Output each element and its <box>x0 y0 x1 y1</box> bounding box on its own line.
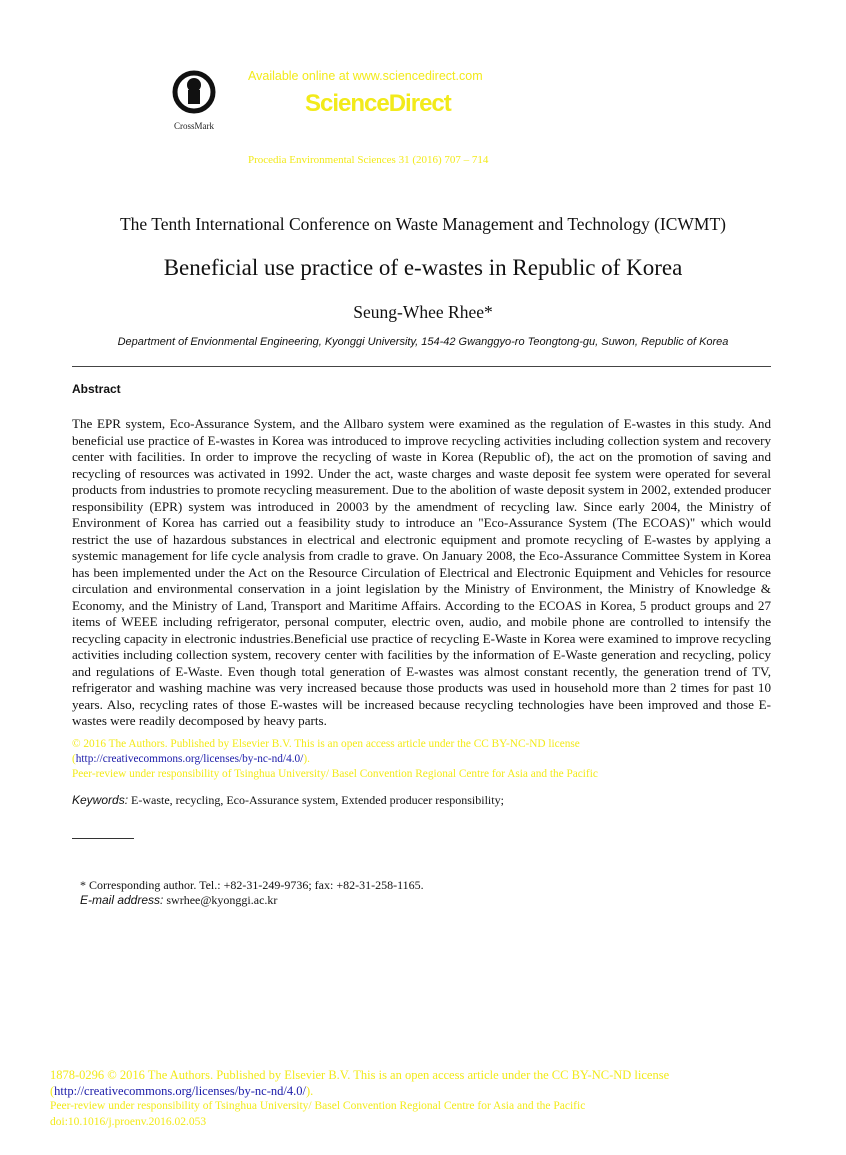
license-url-link[interactable]: http://creativecommons.org/licenses/by-nc-nd/4.0/ <box>75 753 304 765</box>
footnote-divider <box>72 838 134 839</box>
corresponding-footnote <box>80 878 424 908</box>
page-footer <box>50 1068 810 1130</box>
doi[interactable]: doi:10.1016/j.proenv.2016.02.053 <box>50 1115 207 1128</box>
footer-peer-review: Peer-review under responsibility of Tsinghua University/ Basel Convention Regional Centre for Asia and the Pacific <box>50 1100 586 1112</box>
peer-review-note: Peer-review under responsibility of Tsinghua University/ Basel Convention Regional Centre for Asia and the Pacific <box>72 768 598 780</box>
issn-license-line: 1878-0296 © 2016 The Authors. Published by Elsevier B.V. This is an open access article under the CC BY-NC-ND license <box>50 1068 670 1082</box>
crossmark-logo[interactable] <box>170 70 218 131</box>
author-affiliation: Department of Envionmental Engineering, Kyonggi University, 154-42 Gwanggyo-ro Teongtong-gu, Suwon, Republic of Korea <box>117 336 729 348</box>
corresponding-author: * Corresponding author. Tel.: +82-31-249-9736; fax: +82-31-258-1165. <box>80 878 424 892</box>
keywords-label: Keywords: <box>72 793 129 807</box>
crossmark-icon <box>172 70 216 114</box>
license-paren-close: ). <box>303 753 310 765</box>
sciencedirect-logo: ScienceDirect <box>305 90 451 117</box>
license-paren-open: ( <box>72 753 76 765</box>
author-name: Seung-Whee Rhee* <box>353 302 493 322</box>
header-divider <box>72 366 771 367</box>
conference-name: The Tenth International Conference on Waste Management and Technology (ICWMT) <box>119 214 726 234</box>
license-line: © 2016 The Authors. Published by Elsevier B.V. This is an open access article under the CC BY-NC-ND license <box>72 738 580 750</box>
journal-reference: Procedia Environmental Sciences 31 (2016) 707 – 714 <box>248 154 489 166</box>
available-online-link[interactable]: Available online at www.sciencedirect.com <box>248 69 483 83</box>
footer-paren-close: ). <box>305 1083 314 1098</box>
crossmark-label: CrossMark <box>174 121 214 131</box>
abstract-heading: Abstract <box>72 382 121 396</box>
email-address[interactable]: swrhee@kyonggi.ac.kr <box>163 893 278 907</box>
abstract-text: The EPR system, Eco-Assurance System, and the Allbaro system were examined as the regulation of E-wastes in this study. And beneficial use practice of E-wastes in Korea was introduced to improve recycling activities including collection system and recovery center with facilities. In order to improve the recycling of waste in Korea (Republic of), the act on the promotion of saving and recycling of resources was activated in 1992. Under the act, waste charges and waste deposit fee system were operated for several products from industries to promote recycling measurement. Due to the abolition of waste deposit system in 2002, extended producer responsibility (EPR) system was introduced in 20003 by the amendment of recycling law. Since early 2004, the Ministry of Environment of Korea has carried out a feasibility study to introduce an "Eco-Assurance System (The ECOAS)" which would restrict the use of hazardous substances in electrical and electronic equipment and promote recycling of E-wastes by applying a systemic management for life cycle analysis from cradle to grave. On January 2008, the Eco-Assurance Committee System in Korea has been implemented under the Act on the Resource Circulation of Electrical and Electronic Equipment and Vehicles for resource circulation and environmental conservation in a joint legislation by the Ministry of Environment, the Ministry of Knowledge & Economy, and the Ministry of Land, Transport and Maritime Affairs. According to the ECOAS in Korea, 5 product groups and 27 items of WEEE including refrigerator, personal computer, electric oven, audio, and mobile phone are controlled to intensify the recycling capacity in electronic industries.Beneficial use practice of recycling E-Waste in Korea were examined to improve recycling activities including collection system, recovery center with facilities by the information of E-Waste generation and recycling, policy and regulations of E-Waste. Even though total generation of E-wastes was almost constant recently, the generation trend of TV, refrigerator and washing machine was very increased because those products was used in household more than 2 times for past 10 years. Also, recycling rates of those E-wastes will be increased because recycling technologies have been improved and those E-wastes were readily decomposed by heavy parts. <box>72 416 771 728</box>
license-block <box>72 737 772 782</box>
keywords <box>72 793 504 808</box>
email-label: E-mail address: <box>80 893 164 907</box>
footer-license-url[interactable]: http://creativecommons.org/licenses/by-nc-nd/4.0/ <box>54 1083 306 1098</box>
paper-title: Beneficial use practice of e-wastes in Republic of Korea <box>163 255 683 280</box>
footer-paren-open: ( <box>50 1083 55 1098</box>
keywords-list: E-waste, recycling, Eco-Assurance system, Extended producer responsibility; <box>128 793 504 807</box>
